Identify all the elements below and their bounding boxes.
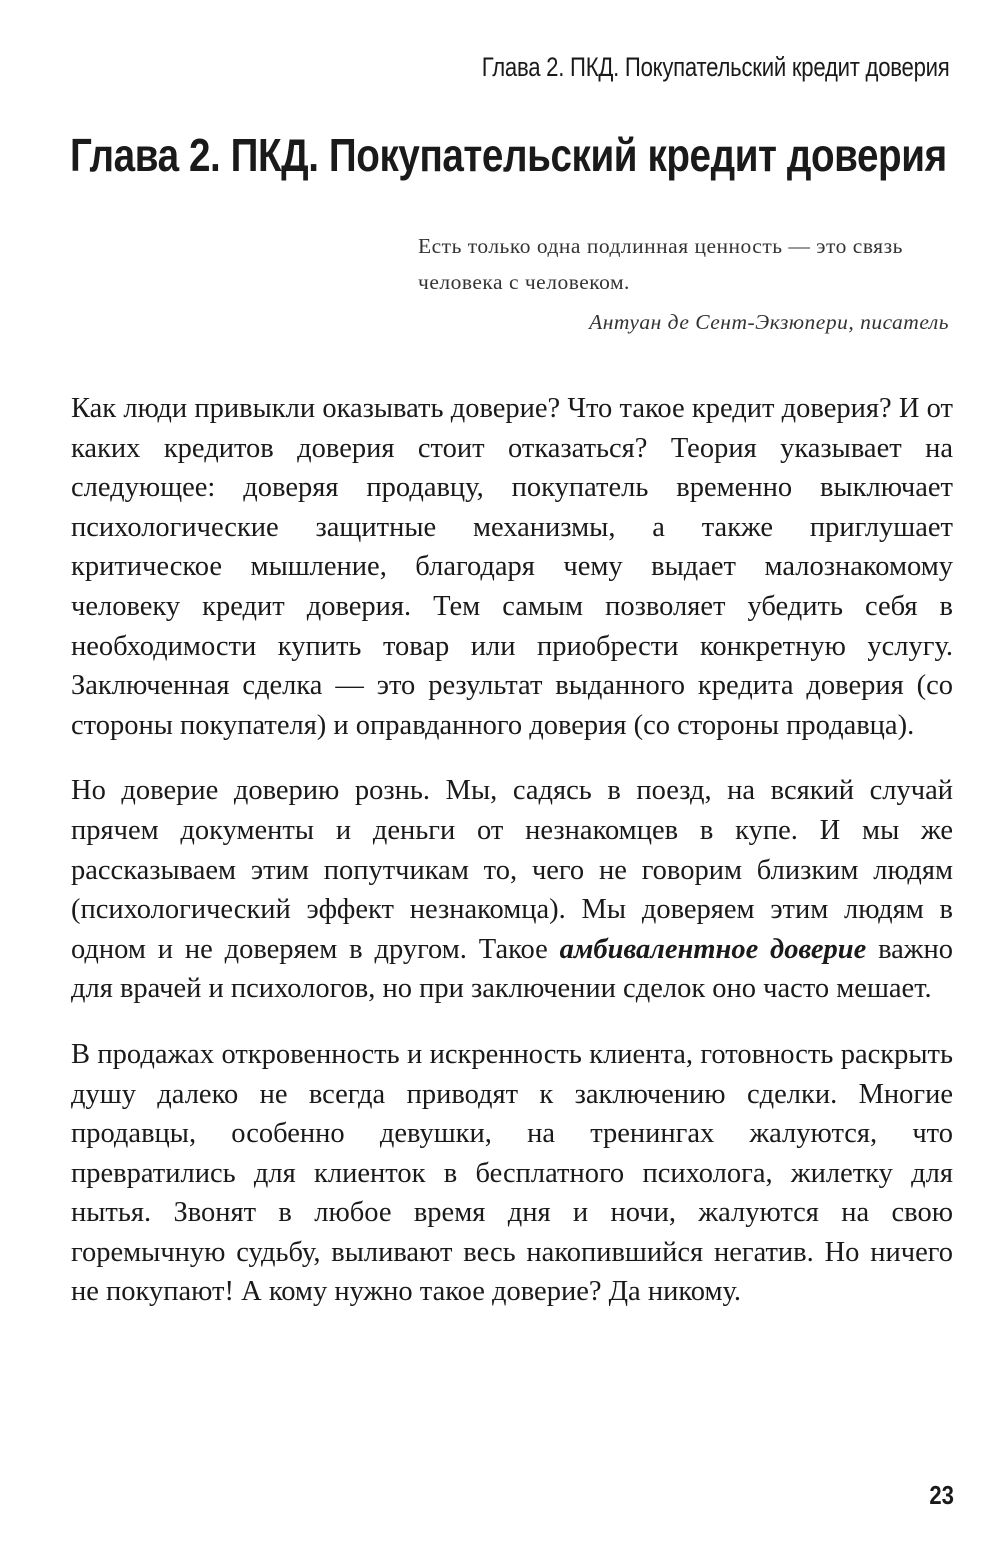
paragraph-3: В продажах откровенность и искренность клиента, готовность раскрыть душу далеко не всегда приводят к заключению сделки. Многие продавцы, особенно девушки, на тренингах жалуются, что превратились для клиенток в бесплатного психолога, жилетку для нытья. Звонят в любое время дня и ночи, жалуются на свою горемычную судьбу, выливают весь накопившийся негатив. Но ничего не покупают! А кому нужно такое доверие? Да никому. xyxy=(71,1038,953,1308)
epigraph xyxy=(418,228,953,340)
paragraph-1: Как люди привыкли оказывать доверие? Что такое кредит доверия? И от каких кредитов доверия стоит отказаться? Теория указывает на следующее: доверяя продавцу, покупатель временно выключает психологические защитные механизмы, а также приглушает критическое мышление, благодаря чему выдает малознакомому человеку кредит доверия. Тем самым позволяет убедить себя в необходимости купить товар или приобрести конкретную услугу. Заключенная сделка — это результат выданного кредита доверия (со стороны покупателя) и оправданного доверия (со стороны продавца). xyxy=(71,393,953,741)
paragraph-2 xyxy=(71,771,953,1009)
emphasized-term: амбивалентное доверие xyxy=(559,933,867,965)
epigraph-author: Антуан де Сент-Экзюпери, писатель xyxy=(589,310,949,334)
running-header: Глава 2. ПКД. Покупательский кредит доверия xyxy=(482,52,950,82)
body-text xyxy=(71,389,953,1312)
paragraph-2-text-end: важно для врачей и психологов, но при заключении сделок оно часто мешает. xyxy=(71,933,953,1005)
paragraph-2-text-start: Но доверие доверию рознь. Мы, садясь в поезд, на всякий случай прячем документы и деньги от незнакомцев в купе. И мы же рассказываем этим попутчикам то, чего не говорим близким людям (психологический эффект незнакомца). Мы доверяем этим людям в одном и не доверяем в другом. Такое xyxy=(71,775,953,965)
chapter-title: Глава 2. ПКД. Покупательский кредит доверия xyxy=(70,129,947,181)
epigraph-quote: Есть только одна подлинная ценность — это связь человека с человеком. xyxy=(418,234,903,294)
page-number: 23 xyxy=(929,1480,954,1510)
